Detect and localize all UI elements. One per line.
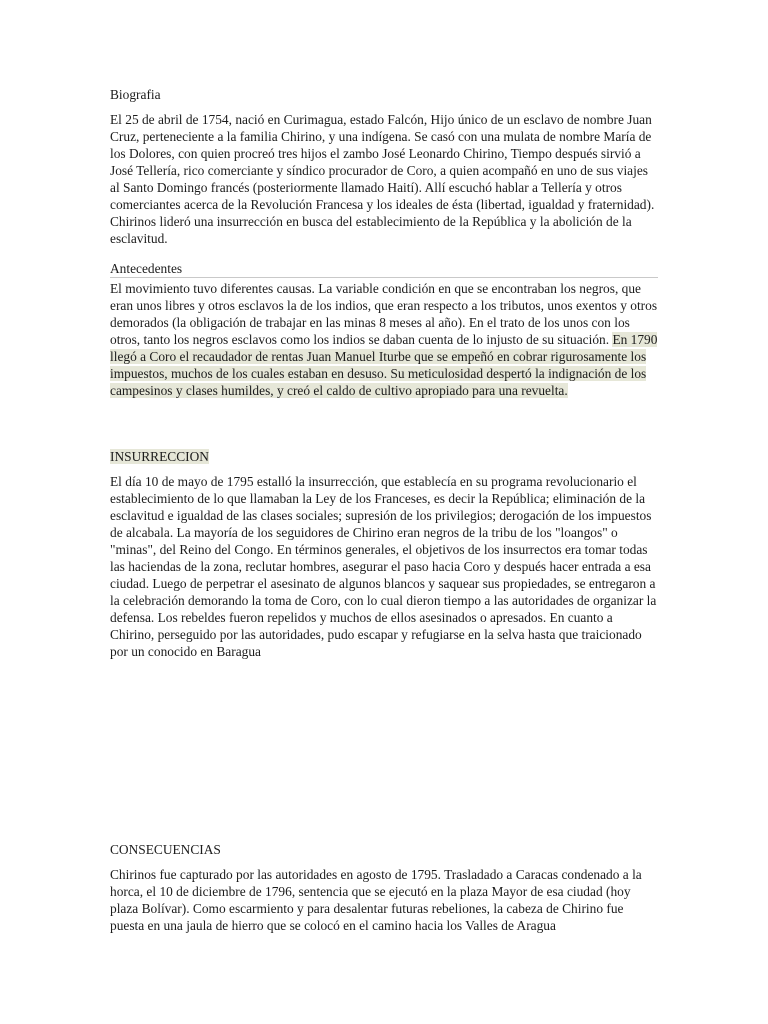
antecedentes-paragraph — [110, 280, 660, 399]
consecuencias-heading: CONSECUENCIAS — [110, 842, 221, 857]
section-antecedentes — [110, 260, 660, 399]
section-biografia — [110, 86, 660, 247]
section-consecuencias — [110, 841, 660, 934]
biografia-heading: Biografia — [110, 87, 161, 102]
antecedentes-highlighted-text: En 1790 llegó a Coro el recaudador de rentas Juan Manuel Iturbe que se empeñó en cobrar rigurosamente los impuestos, muchos de los cuales estaban en desuso. Su meticulosidad despertó la indignación de los campesinos y clases humildes, y creó el caldo de cultivo apropiado para una revuelta. — [110, 332, 658, 398]
insurreccion-paragraph: El día 10 de mayo de 1795 estalló la insurrección, que establecía en su programa revolucionario el establecimiento de lo que llamaban la Ley de los Franceses, es decir la República; eliminación de la esclavitud e igualdad de las clases sociales; supresión de los privilegios; derogación de los impuestos de alcabala. La mayoría de los seguidores de Chirino eran negros de la tribu de los "loangos" o "minas", del Reino del Congo. En términos generales, el objetivos de los insurrectos era tomar todas las haciendas de la zona, reclutar hombres, asegurar el paso hacia Coro y después hacer entrada a esa ciudad. Luego de perpetrar el asesinato de algunos blancos y saquear sus propiedades, se entregaron a la celebración demorando la toma de Coro, con lo cual dieron tiempo a las autoridades de organizar la defensa. Los rebeldes fueron repelidos y muchos de ellos asesinados o apresados. En cuanto a Chirino, perseguido por las autoridades, pudo escapar y refugiarse en la selva hasta que traicionado por un conocido en Baragua — [110, 474, 657, 659]
biografia-paragraph: El 25 de abril de 1754, nació en Curimagua, estado Falcón, Hijo único de un esclavo de nombre Juan Cruz, perteneciente a la familia Chirino, y una indígena. Se casó con una mulata de nombre María de los Dolores, con quien procreó tres hijos el zambo José Leonardo Chirino, Tiempo después sirvió a José Tellería, rico comerciante y síndico procurador de Coro, a quien acompañó en uno de sus viajes al Santo Domingo francés (posteriormente llamado Haití). Allí escuchó hablar a Tellería y otros comerciantes acerca de la Revolución Francesa y los ideales de ésta (libertad, igualdad y fraternidad). Chirinos lideró una insurrección en busca del establecimiento de la República y la abolición de la esclavitud. — [110, 112, 655, 246]
insurreccion-heading — [110, 448, 660, 465]
antecedentes-text: El movimiento tuvo diferentes causas. La variable condición en que se encontraban los negros, que eran unos libres y otros esclavos la de los indios, que eran respecto a los tributos, unos exentos y otros demorados (la obligación de trabajar en las minas 8 meses al año). En el trato de los unos con los otros, tanto los negros esclavos como los indios se daban cuenta de lo injusto de su situación. — [110, 281, 658, 347]
consecuencias-paragraph: Chirinos fue capturado por las autoridades en agosto de 1795. Trasladado a Caracas condenado a la horca, el 10 de diciembre de 1796, sentencia que se ejecutó en la plaza Mayor de esa ciudad (hoy plaza Bolívar). Como escarmiento y para desalentar futuras rebeliones, la cabeza de Chirino fue puesta en una jaula de hierro que se colocó en el camino hacia los Valles de Aragua — [110, 867, 642, 933]
antecedentes-heading: Antecedentes — [110, 260, 658, 278]
insurreccion-heading-text: INSURRECCION — [110, 449, 209, 464]
section-insurreccion — [110, 448, 660, 660]
